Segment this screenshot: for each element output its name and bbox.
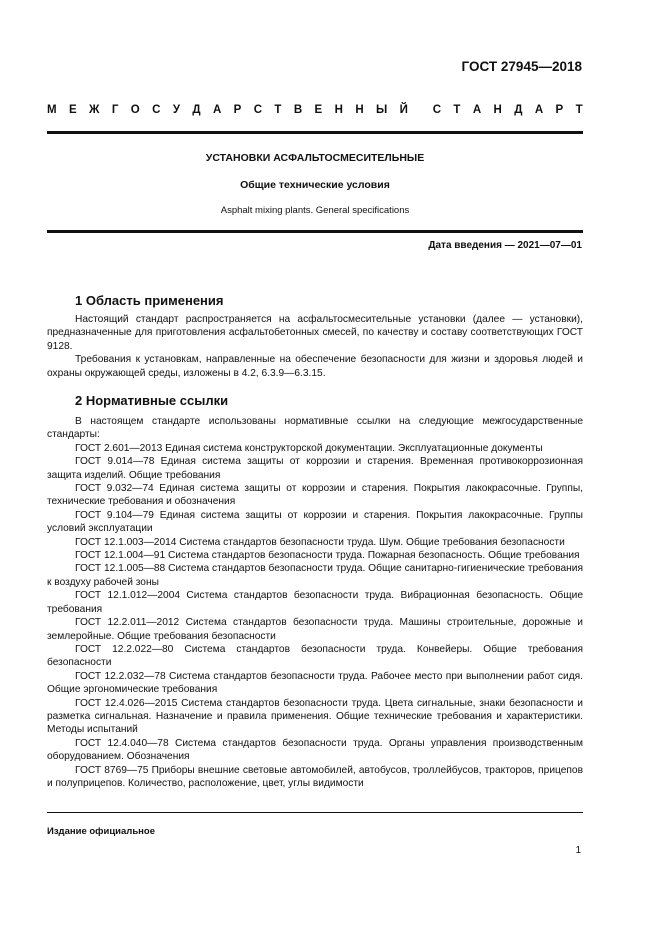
reference-item: ГОСТ 12.2.032—78 Система стандартов безопасности труда. Рабочее место при выполнении работ сидя. Общие эргономические требования bbox=[47, 670, 583, 696]
paragraph: Требования к установкам, направленные на обеспечение безопасности для жизни и здоровья людей и охраны окружающей среды, изложены в 4.2, 6.3.9—6.3.15. bbox=[47, 354, 583, 379]
banner-letter: Н bbox=[334, 104, 343, 116]
banner-letter: В bbox=[293, 104, 303, 116]
document-code: ГОСТ 27945—2018 bbox=[461, 59, 582, 74]
official-edition-label: Издание официальное bbox=[47, 826, 155, 837]
standard-subtitle: Общие технические условия bbox=[240, 179, 390, 191]
banner-letter: Р bbox=[233, 104, 242, 116]
page-number: 1 bbox=[575, 845, 581, 856]
banner-letter: Т bbox=[575, 104, 583, 116]
banner-letter: С bbox=[253, 104, 263, 116]
banner-letter: Д bbox=[192, 104, 201, 116]
banner-letter: С bbox=[152, 104, 161, 116]
banner-letter: Ж bbox=[89, 104, 100, 116]
section-1-heading: 1 Область применения bbox=[75, 293, 224, 308]
banner-letter: М bbox=[47, 104, 57, 116]
reference-item: ГОСТ 12.1.004—91 Система стандартов безопасности труда. Пожарная безопасность. Общие требования bbox=[75, 550, 580, 562]
reference-item: ГОСТ 2.601—2013 Единая система конструкторской документации. Эксплуатационные документы bbox=[75, 442, 543, 454]
banner-letter: А bbox=[472, 104, 482, 116]
footer-divider bbox=[47, 812, 583, 813]
reference-item: ГОСТ 9.014—78 Единая система защиты от коррозии и старения. Временная противокоррозионная защита изделий. Общие требования bbox=[47, 456, 583, 481]
banner-letter: Е bbox=[68, 104, 77, 116]
reference-item: ГОСТ 9.032—74 Единая система защиты от коррозии и старения. Покрытия лакокрасочные. Группы, технические требования и обозначения bbox=[47, 483, 583, 508]
banner-letter: Й bbox=[399, 104, 408, 116]
section-1-body bbox=[47, 313, 583, 380]
banner-letter: Н bbox=[355, 104, 364, 116]
banner-letter: Г bbox=[111, 104, 119, 116]
banner-letter: С bbox=[432, 104, 442, 116]
banner-letter: А bbox=[534, 104, 544, 116]
reference-item: ГОСТ 12.2.011—2012 Система стандартов безопасности труда. Машины строительные, дорожные и землеройные. Общие требования безопасности bbox=[47, 617, 583, 642]
reference-item: ГОСТ 12.1.012—2004 Система стандартов безопасности труда. Вибрационная безопасность. Общие требования bbox=[47, 590, 583, 615]
section-2-heading: 2 Нормативные ссылки bbox=[75, 393, 229, 408]
banner-letter: Т bbox=[274, 104, 282, 116]
reference-item: ГОСТ 12.4.040—78 Система стандартов безопасности труда. Органы управления производственным оборудованием. Обозначения bbox=[47, 737, 583, 763]
reference-item: ГОСТ 12.4.026—2015 Система стандартов безопасности труда. Цвета сигнальные, знаки безопасности и разметка сигнальная. Назначение и правила применения. Общие технические требования и характеристики. Методы испытаний bbox=[47, 697, 583, 736]
banner-letter: О bbox=[130, 104, 140, 116]
title-divider bbox=[47, 230, 583, 233]
reference-item: ГОСТ 8769—75 Приборы внешние световые автомобилей, автобусов, троллейбусов, тракторов, прицепов и полуприцепов. Количество, расположение, цвет, углы видимости bbox=[47, 764, 583, 789]
section-2-body bbox=[47, 415, 583, 790]
banner-letter: Р bbox=[555, 104, 564, 116]
english-title: Asphalt mixing plants. General specifications bbox=[220, 205, 410, 216]
paragraph: В настоящем стандарте использованы нормативные ссылки на следующие межгосударственные стандарты: bbox=[47, 416, 583, 441]
banner-letter: Д bbox=[514, 104, 523, 116]
banner-letter: Н bbox=[493, 104, 502, 116]
standard-title: УСТАНОВКИ АСФАЛЬТОСМЕСИТЕЛЬНЫЕ bbox=[205, 152, 425, 164]
banner-letter: А bbox=[212, 104, 222, 116]
reference-item: ГОСТ 9.104—79 Единая система защиты от коррозии и старения. Покрытия лакокрасочные. Группы условий эксплуатации bbox=[47, 509, 583, 535]
header-divider bbox=[47, 131, 583, 134]
interstate-standard-banner bbox=[47, 104, 583, 116]
introduction-date: Дата введения — 2021—07—01 bbox=[428, 240, 582, 251]
paragraph: Настоящий стандарт распространяется на асфальтосмесительные установки (далее — установки), предназначенные для приготовления асфальтобетонных смесей, по качеству и составу соответствующих ГОСТ 9128. bbox=[47, 314, 583, 352]
reference-item: ГОСТ 12.2.022—80 Система стандартов безопасности труда. Конвейеры. Общие требования безопасности bbox=[47, 643, 583, 669]
reference-item: ГОСТ 12.1.005—88 Система стандартов безопасности труда. Общие санитарно-гигиенические требования к воздуху рабочей зоны bbox=[47, 563, 583, 588]
banner-letter: Е bbox=[314, 104, 323, 116]
banner-letter: У bbox=[172, 104, 180, 116]
banner-letter: Т bbox=[453, 104, 461, 116]
banner-letter: Ы bbox=[376, 104, 388, 116]
reference-item: ГОСТ 12.1.003—2014 Система стандартов безопасности труда. Шум. Общие требования безопасности bbox=[75, 536, 565, 548]
